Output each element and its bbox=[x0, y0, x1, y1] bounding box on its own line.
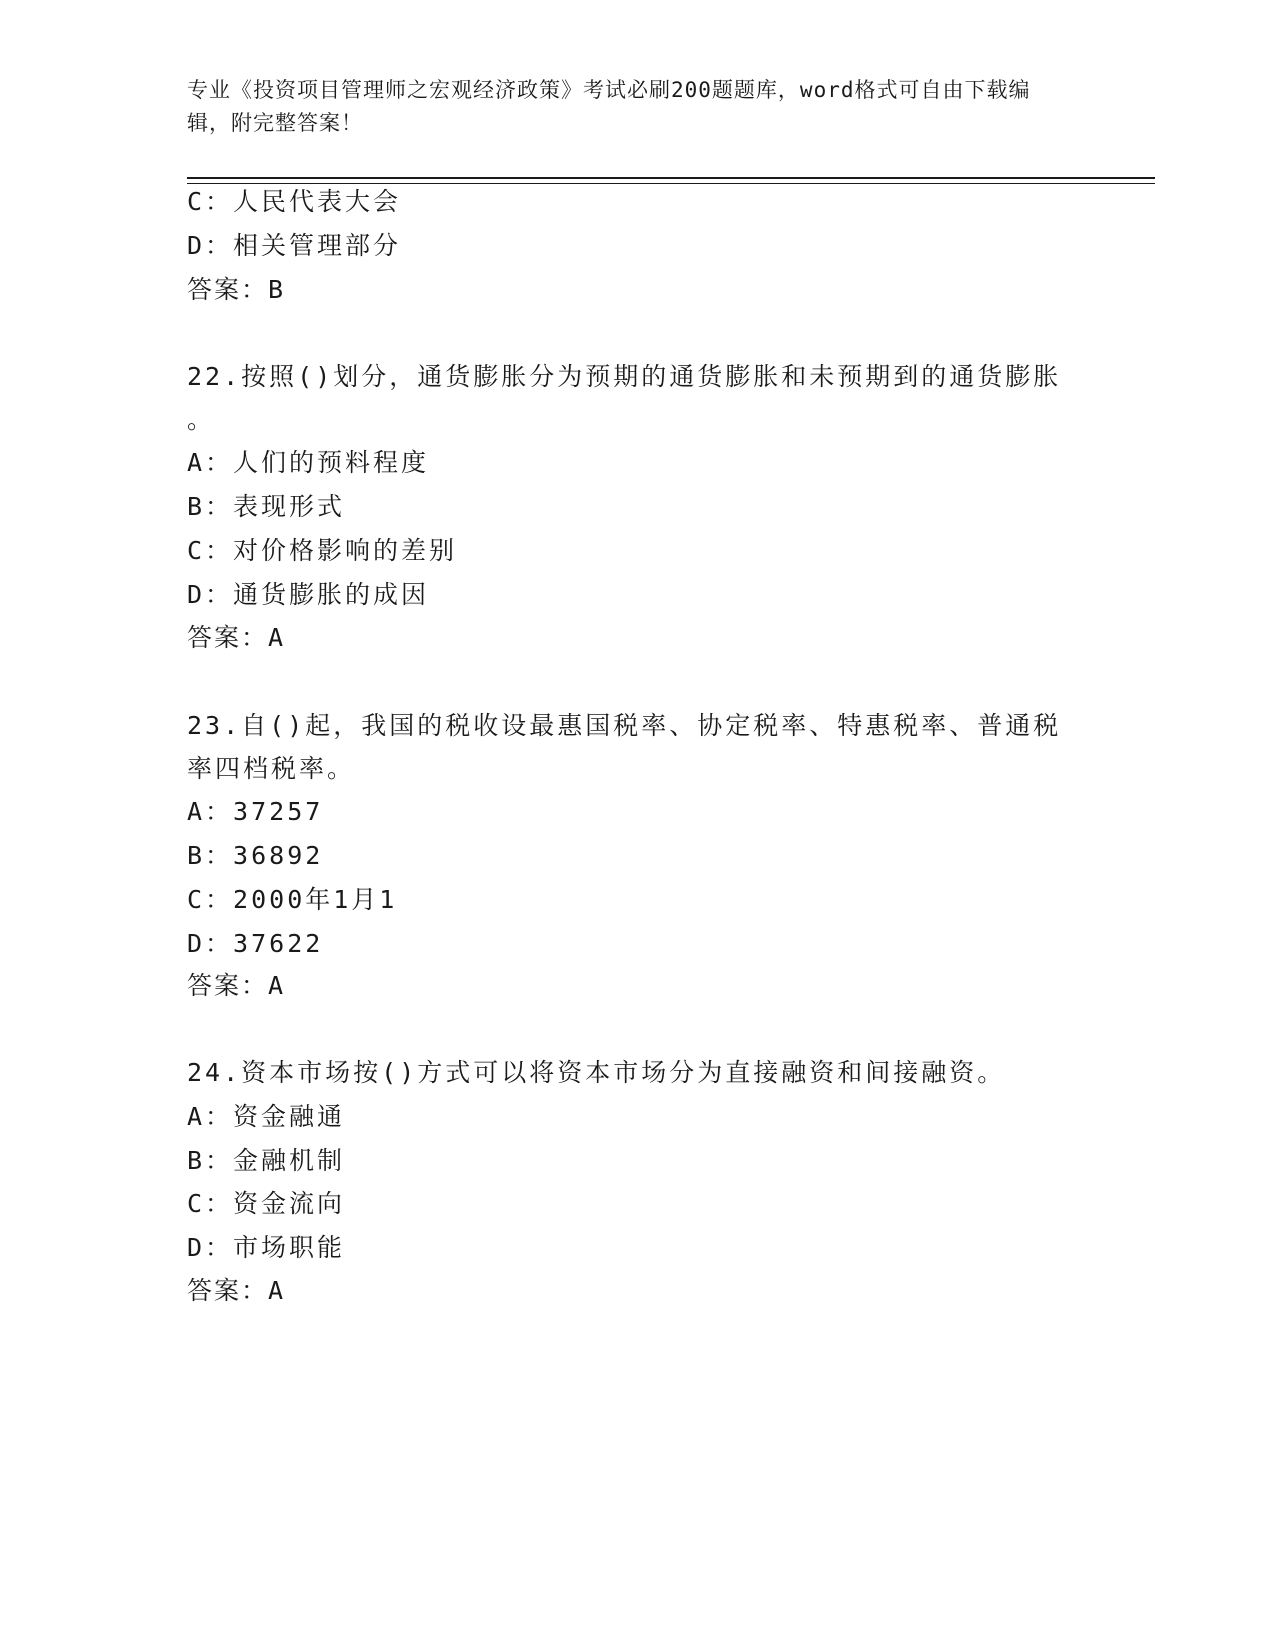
q24-option-b: B：金融机制 bbox=[187, 1146, 346, 1175]
q22-stem-line1: 22.按照()划分，通货膨胀分为预期的通货膨胀和未预期到的通货膨胀 bbox=[187, 362, 1062, 391]
q22-answer: 答案：A bbox=[187, 623, 286, 652]
q22-option-d: D：通货膨胀的成因 bbox=[187, 580, 430, 609]
q22-option-b: B：表现形式 bbox=[187, 492, 346, 521]
q23-stem-line2: 率四档税率。 bbox=[187, 754, 356, 783]
q23-option-a: A：37257 bbox=[187, 797, 324, 826]
q21-option-d: D：相关管理部分 bbox=[187, 231, 402, 260]
q21-option-c: C：人民代表大会 bbox=[187, 187, 402, 216]
q22-option-a: A：人们的预料程度 bbox=[187, 448, 430, 477]
q23-stem-line1: 23.自()起，我国的税收设最惠国税率、协定税率、特惠税率、普通税 bbox=[187, 711, 1062, 740]
header-divider-thin bbox=[187, 183, 1155, 184]
q22-option-c: C：对价格影响的差别 bbox=[187, 536, 458, 565]
q23-option-b: B：36892 bbox=[187, 841, 324, 870]
q24-option-c: C：资金流向 bbox=[187, 1189, 346, 1218]
q22-stem-line2: 。 bbox=[187, 405, 216, 434]
header-divider-thick bbox=[187, 177, 1155, 179]
q23-option-c: C：2000年1月1 bbox=[187, 885, 398, 914]
q23-answer: 答案：A bbox=[187, 971, 286, 1000]
q24-answer: 答案：A bbox=[187, 1276, 286, 1305]
document-header: 专业《投资项目管理师之宏观经济政策》考试必刷200题题库，word格式可自由下载编辑，附完整答案！ bbox=[187, 78, 1031, 135]
q21-answer: 答案：B bbox=[187, 275, 286, 304]
q24-option-d: D：市场职能 bbox=[187, 1233, 346, 1262]
q24-stem: 24.资本市场按()方式可以将资本市场分为直接融资和间接融资。 bbox=[187, 1058, 1006, 1087]
q23-option-d: D：37622 bbox=[187, 929, 324, 958]
q24-option-a: A：资金融通 bbox=[187, 1102, 346, 1131]
